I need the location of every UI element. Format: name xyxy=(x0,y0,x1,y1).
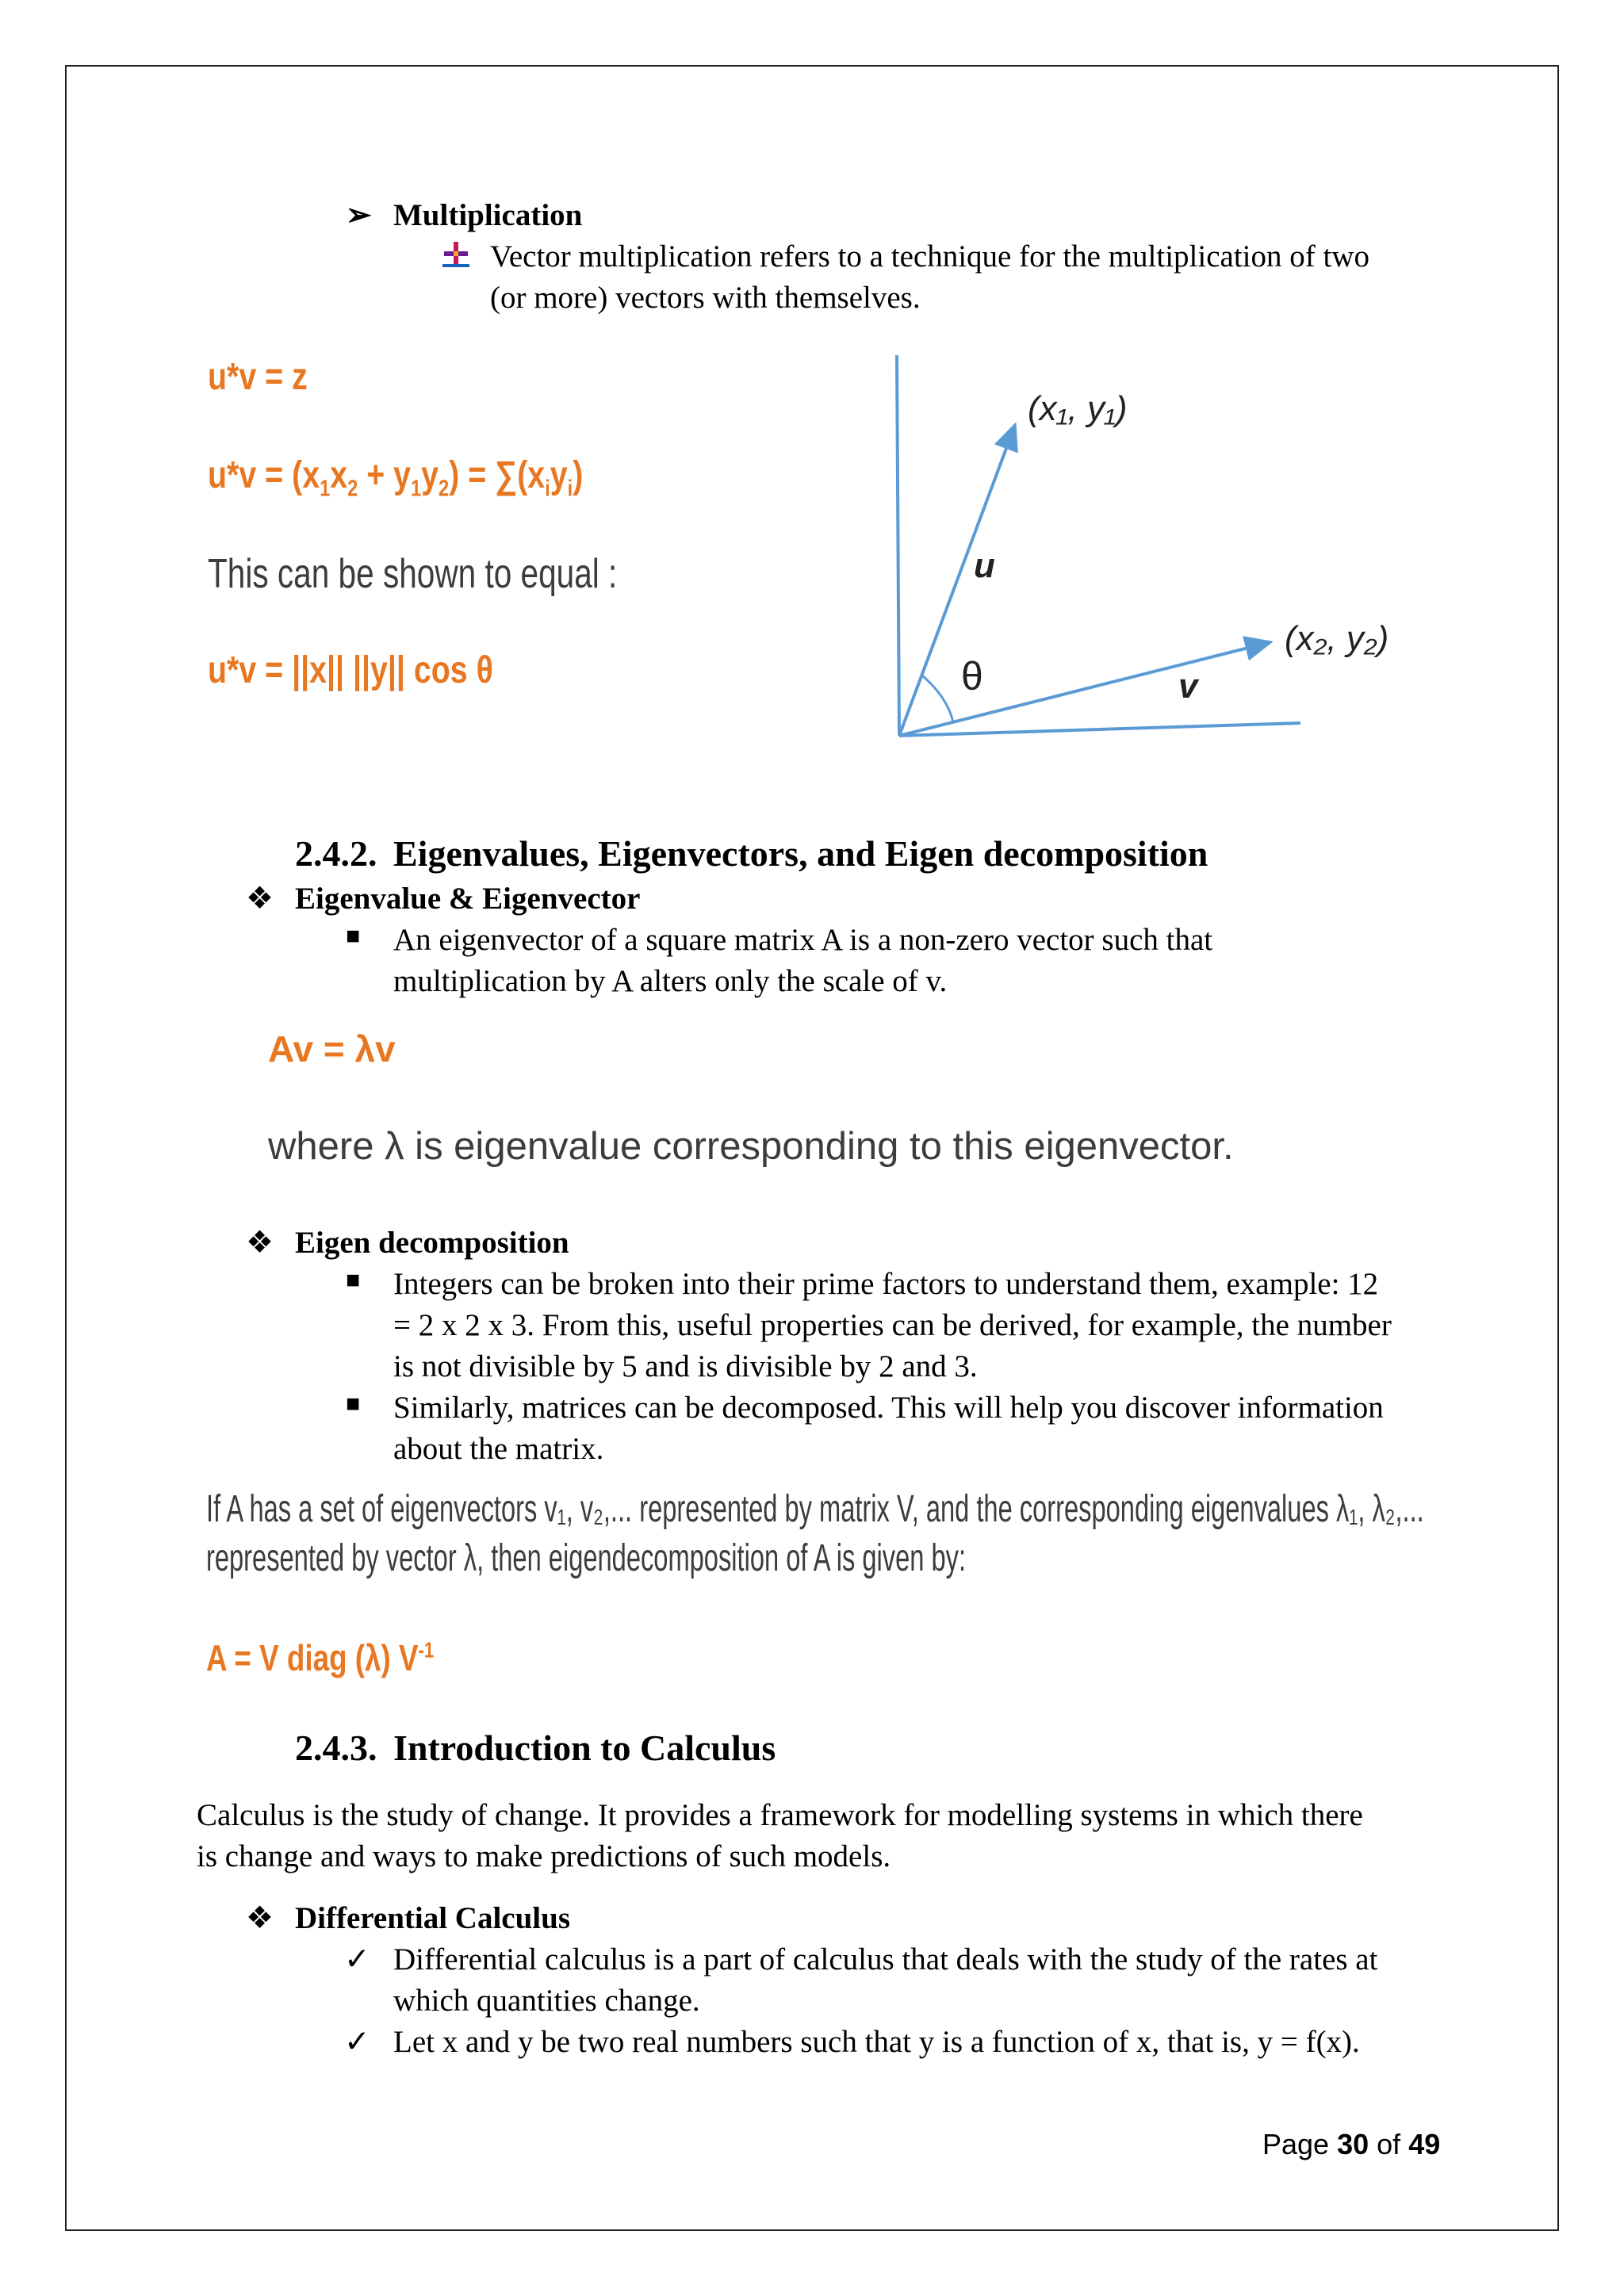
angle-arc xyxy=(922,675,953,722)
eigen-formula-note: where λ is eigenvalue corresponding to this eigenvector. xyxy=(268,1125,1234,1168)
page-number-footer: Page 30 of 49 xyxy=(1262,2128,1441,2160)
section-243-number: 2.4.3. xyxy=(295,1728,377,1768)
section-242-number: 2.4.2. xyxy=(295,833,377,874)
decomp-text-line1: If A has a set of eigenvectors v₁, v₂,... represented by matrix V, and the corresponding eigenvalues λ₁, λ₂,... xyxy=(206,1488,1424,1530)
eigen-formula: Av = λv xyxy=(268,1028,396,1070)
calculus-bullet-2-line1: Let x and y be two real numbers such that y is a function of x, that is, y = f(x). xyxy=(393,2025,1360,2059)
x-axis-line xyxy=(899,723,1300,736)
vector-eq1: u*v = z xyxy=(208,356,308,398)
square-bullet-icon: ■ xyxy=(346,1267,361,1293)
eigen-subheading-2: Eigen decomposition xyxy=(295,1226,569,1260)
square-bullet-icon: ■ xyxy=(346,923,361,949)
label-point-1: (x₁, y₁) xyxy=(1028,389,1128,428)
vector-diagram xyxy=(872,349,1411,761)
multiplication-line2: (or more) vectors with themselves. xyxy=(490,281,921,315)
decomp-text-line2: represented by vector λ, then eigendecomposition of A is given by: xyxy=(206,1537,967,1579)
arrow-bullet-icon: ➢ xyxy=(346,198,372,232)
label-theta: θ xyxy=(961,654,983,698)
diamond-bullet-icon: ❖ xyxy=(246,882,274,916)
vector-eq4: u*v = ||x|| ||y|| cos θ xyxy=(208,649,493,691)
multiplication-heading: Multiplication xyxy=(393,198,583,232)
label-point-2: (x₂, y₂) xyxy=(1285,619,1389,658)
decomp-formula: A = V diag (λ) $V^{-1}$ xyxy=(206,1637,435,1678)
pin-bullet-icon xyxy=(441,240,471,269)
decomp-bullet-2-line2: about the matrix. xyxy=(393,1432,604,1466)
calculus-subheading-1: Differential Calculus xyxy=(295,1901,571,1935)
vector-eq3: This can be shown to equal : xyxy=(208,551,618,597)
section-243-title: Introduction to Calculus xyxy=(393,1728,776,1768)
diamond-bullet-icon: ❖ xyxy=(246,1226,274,1260)
eigen-subheading-1: Eigenvalue & Eigenvector xyxy=(295,882,641,916)
eigen-bullet-1-line2: multiplication by A alters only the scale of v. xyxy=(393,964,948,998)
calculus-bullet-1-line2: which quantities change. xyxy=(393,1984,700,2018)
check-bullet-icon: ✓ xyxy=(344,2025,370,2059)
section-242-title: Eigenvalues, Eigenvectors, and Eigen decomposition xyxy=(393,833,1208,874)
check-bullet-icon: ✓ xyxy=(344,1942,370,1976)
decomp-bullet-1-line3: is not divisible by 5 and is divisible by 2 and 3. xyxy=(393,1349,978,1383)
y-axis-line xyxy=(897,355,899,736)
vector-eq2: $u*v = (x_1x_2 + y_1y_2) = \sum(x_iy_i)$ xyxy=(208,454,584,502)
label-v: v xyxy=(1178,667,1198,706)
eigen-bullet-1-line1: An eigenvector of a square matrix A is a non-zero vector such that xyxy=(393,923,1213,957)
vector-u-arrow xyxy=(899,425,1015,736)
decomp-bullet-2-line1: Similarly, matrices can be decomposed. This will help you discover information xyxy=(393,1391,1384,1425)
multiplication-line1: Vector multiplication refers to a technique for the multiplication of two xyxy=(490,239,1370,274)
decomp-bullet-1-line1: Integers can be broken into their prime factors to understand them, example: 12 xyxy=(393,1267,1379,1301)
calculus-intro-line2: is change and ways to make predictions of such models. xyxy=(197,1839,891,1873)
diamond-bullet-icon: ❖ xyxy=(246,1901,274,1935)
square-bullet-icon: ■ xyxy=(346,1391,361,1417)
calculus-intro-line1: Calculus is the study of change. It provides a framework for modelling systems in which there xyxy=(197,1798,1363,1832)
vector-v-arrow xyxy=(899,642,1270,736)
calculus-bullet-1-line1: Differential calculus is a part of calculus that deals with the study of the rates at xyxy=(393,1942,1378,1976)
decomp-bullet-1-line2: = 2 x 2 x 3. From this, useful properties can be derived, for example, the number xyxy=(393,1308,1392,1342)
label-u: u xyxy=(974,546,995,585)
